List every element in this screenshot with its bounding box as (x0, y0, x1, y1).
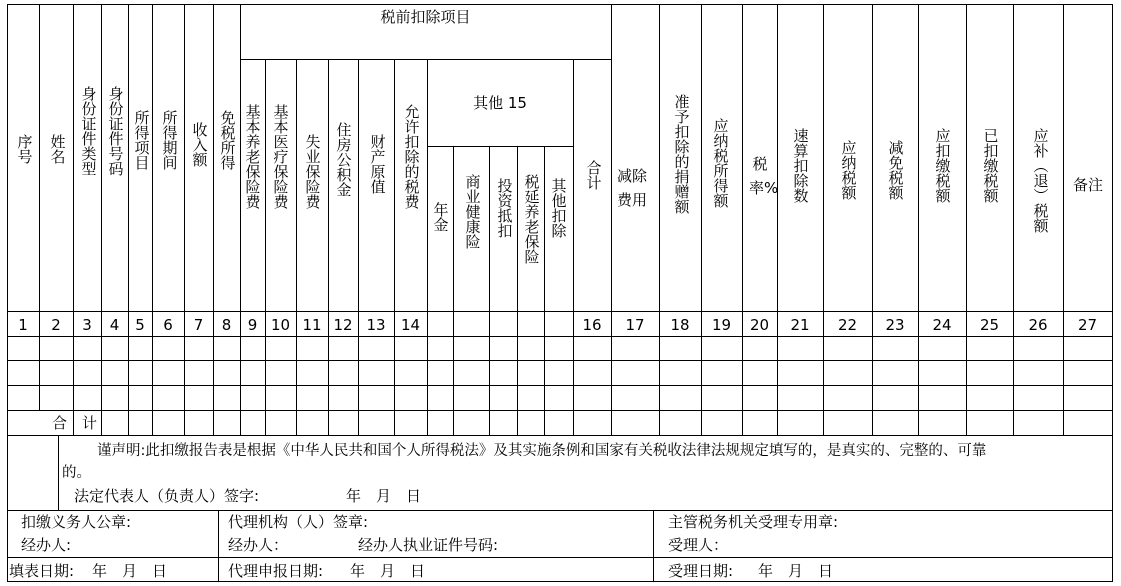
col-header-other-deduction: 其他扣除 (549, 178, 568, 238)
col-header-tax-free-income: 免税所得 (218, 110, 237, 170)
col-number: 3 (82, 316, 92, 334)
col-header-deferred-pension: 税延养老保险 (522, 174, 541, 264)
col-header-taxable-income: 应纳税所得额 (711, 118, 730, 208)
withholder-handler-label: 经办人: (21, 536, 72, 554)
col-header-tax-refund: 应补（退）税额 (1031, 128, 1050, 233)
declaration-text-cont: 的。 (62, 465, 91, 481)
col-header-pension-insurance: 基本养老保险费 (243, 104, 262, 209)
col-number: 19 (711, 316, 732, 334)
col-number: 27 (1077, 316, 1098, 334)
col-header-medical-insurance: 基本医疗保险费 (271, 104, 290, 209)
legal-rep-signature-label: 法定代表人（负责人）签字: (74, 487, 260, 505)
col-header-quick-deduction: 速算扣除数 (791, 128, 810, 203)
col-header-income-period: 所得期间 (160, 110, 179, 170)
col-number: 24 (932, 316, 952, 334)
col-number: 20 (749, 316, 770, 334)
col-header-tax-payable: 应纳税额 (839, 140, 858, 200)
col-number: 9 (247, 316, 258, 334)
col-number: 21 (790, 316, 810, 334)
col-number: 16 (582, 316, 602, 334)
col-header-commercial-health: 商业健康险 (463, 174, 482, 249)
declaration-text: 谨声明:此扣缴报告表是根据《中华人民共和国个人所得税法》及其实施条例和国家有关税收法律法规规定填写的，是真实的、完整的、可靠 (97, 443, 987, 459)
col-header-subtotal: 合计 (584, 160, 603, 190)
col-header-tax-withheld: 已扣缴税额 (981, 128, 1000, 203)
agency-handler-label: 经办人： (228, 536, 289, 554)
col-header-housing-fund: 住房公积金 (334, 122, 353, 197)
col-number: 11 (302, 316, 322, 334)
pretax-group-header: 税前扣除项目 (380, 8, 471, 26)
col-number: 1 (18, 316, 28, 334)
col-header-investment-deduction: 投资抵扣 (495, 178, 514, 238)
col-number: 7 (193, 316, 204, 334)
col-header-deductible-taxes: 允许扣除的税费 (402, 104, 421, 209)
col-number: 12 (333, 316, 353, 334)
col-header-donation: 准予扣除的捐赠额 (672, 94, 691, 214)
col-header-income-item: 所得项目 (132, 110, 151, 170)
col-number: 5 (135, 316, 145, 334)
col-header-seq: 序号 (15, 134, 34, 164)
signature-date: 年 月 日 (346, 487, 422, 505)
fill-date-label: 填表日期: (9, 562, 75, 580)
total-row-label: 合 计 (52, 414, 98, 432)
fill-date-value: 年 月 日 (92, 562, 168, 580)
col-header-tax-to-withhold: 应扣缴税额 (933, 128, 952, 203)
col-header-income-amount: 收入额 (190, 122, 209, 167)
col-header-tax-rate: 税率% (749, 155, 779, 197)
col-number: 23 (885, 316, 905, 334)
col-header-unemployment-insurance: 失业保险费 (303, 134, 322, 209)
col-header-name: 姓名 (48, 134, 67, 164)
col-number: 18 (670, 316, 690, 334)
receiver-label: 受理人： (668, 536, 729, 554)
col-header-remarks: 备注 (1072, 176, 1103, 194)
agency-cert-label: 经办人执业证件号码: (358, 536, 499, 554)
agency-seal-label: 代理机构（人）签章: (228, 513, 369, 531)
col-number: 17 (625, 316, 645, 334)
col-number: 25 (979, 316, 1000, 334)
accept-date-value: 年 月 日 (758, 562, 834, 580)
col-number: 10 (270, 316, 291, 334)
col-header-deduction-fee: 减除费用 (617, 167, 648, 209)
col-header-id-number: 身份证件号码 (106, 86, 125, 176)
col-number: 4 (109, 316, 120, 334)
col-number: 14 (400, 316, 421, 334)
col-number: 6 (163, 316, 173, 334)
col-header-id-type: 身份证件类型 (79, 86, 98, 176)
col-header-annuity: 年金 (431, 202, 450, 232)
col-number: 8 (221, 316, 232, 334)
col-header-tax-reduction: 减免税额 (886, 140, 905, 200)
accept-date-label: 受理日期: (668, 562, 734, 580)
col-number: 2 (51, 316, 61, 334)
agency-date-label: 代理申报日期: (228, 562, 324, 580)
col-number: 22 (837, 316, 858, 334)
col-number: 13 (366, 316, 386, 334)
tax-office-seal-label: 主管税务机关受理专用章: (668, 513, 839, 531)
col-header-property-value: 财产原值 (368, 134, 387, 194)
agency-date-value: 年 月 日 (350, 562, 426, 580)
withholder-seal-label: 扣缴义务人公章: (21, 513, 132, 531)
col-number: 26 (1028, 316, 1048, 334)
other-group-header: 其他 15 (473, 94, 527, 112)
